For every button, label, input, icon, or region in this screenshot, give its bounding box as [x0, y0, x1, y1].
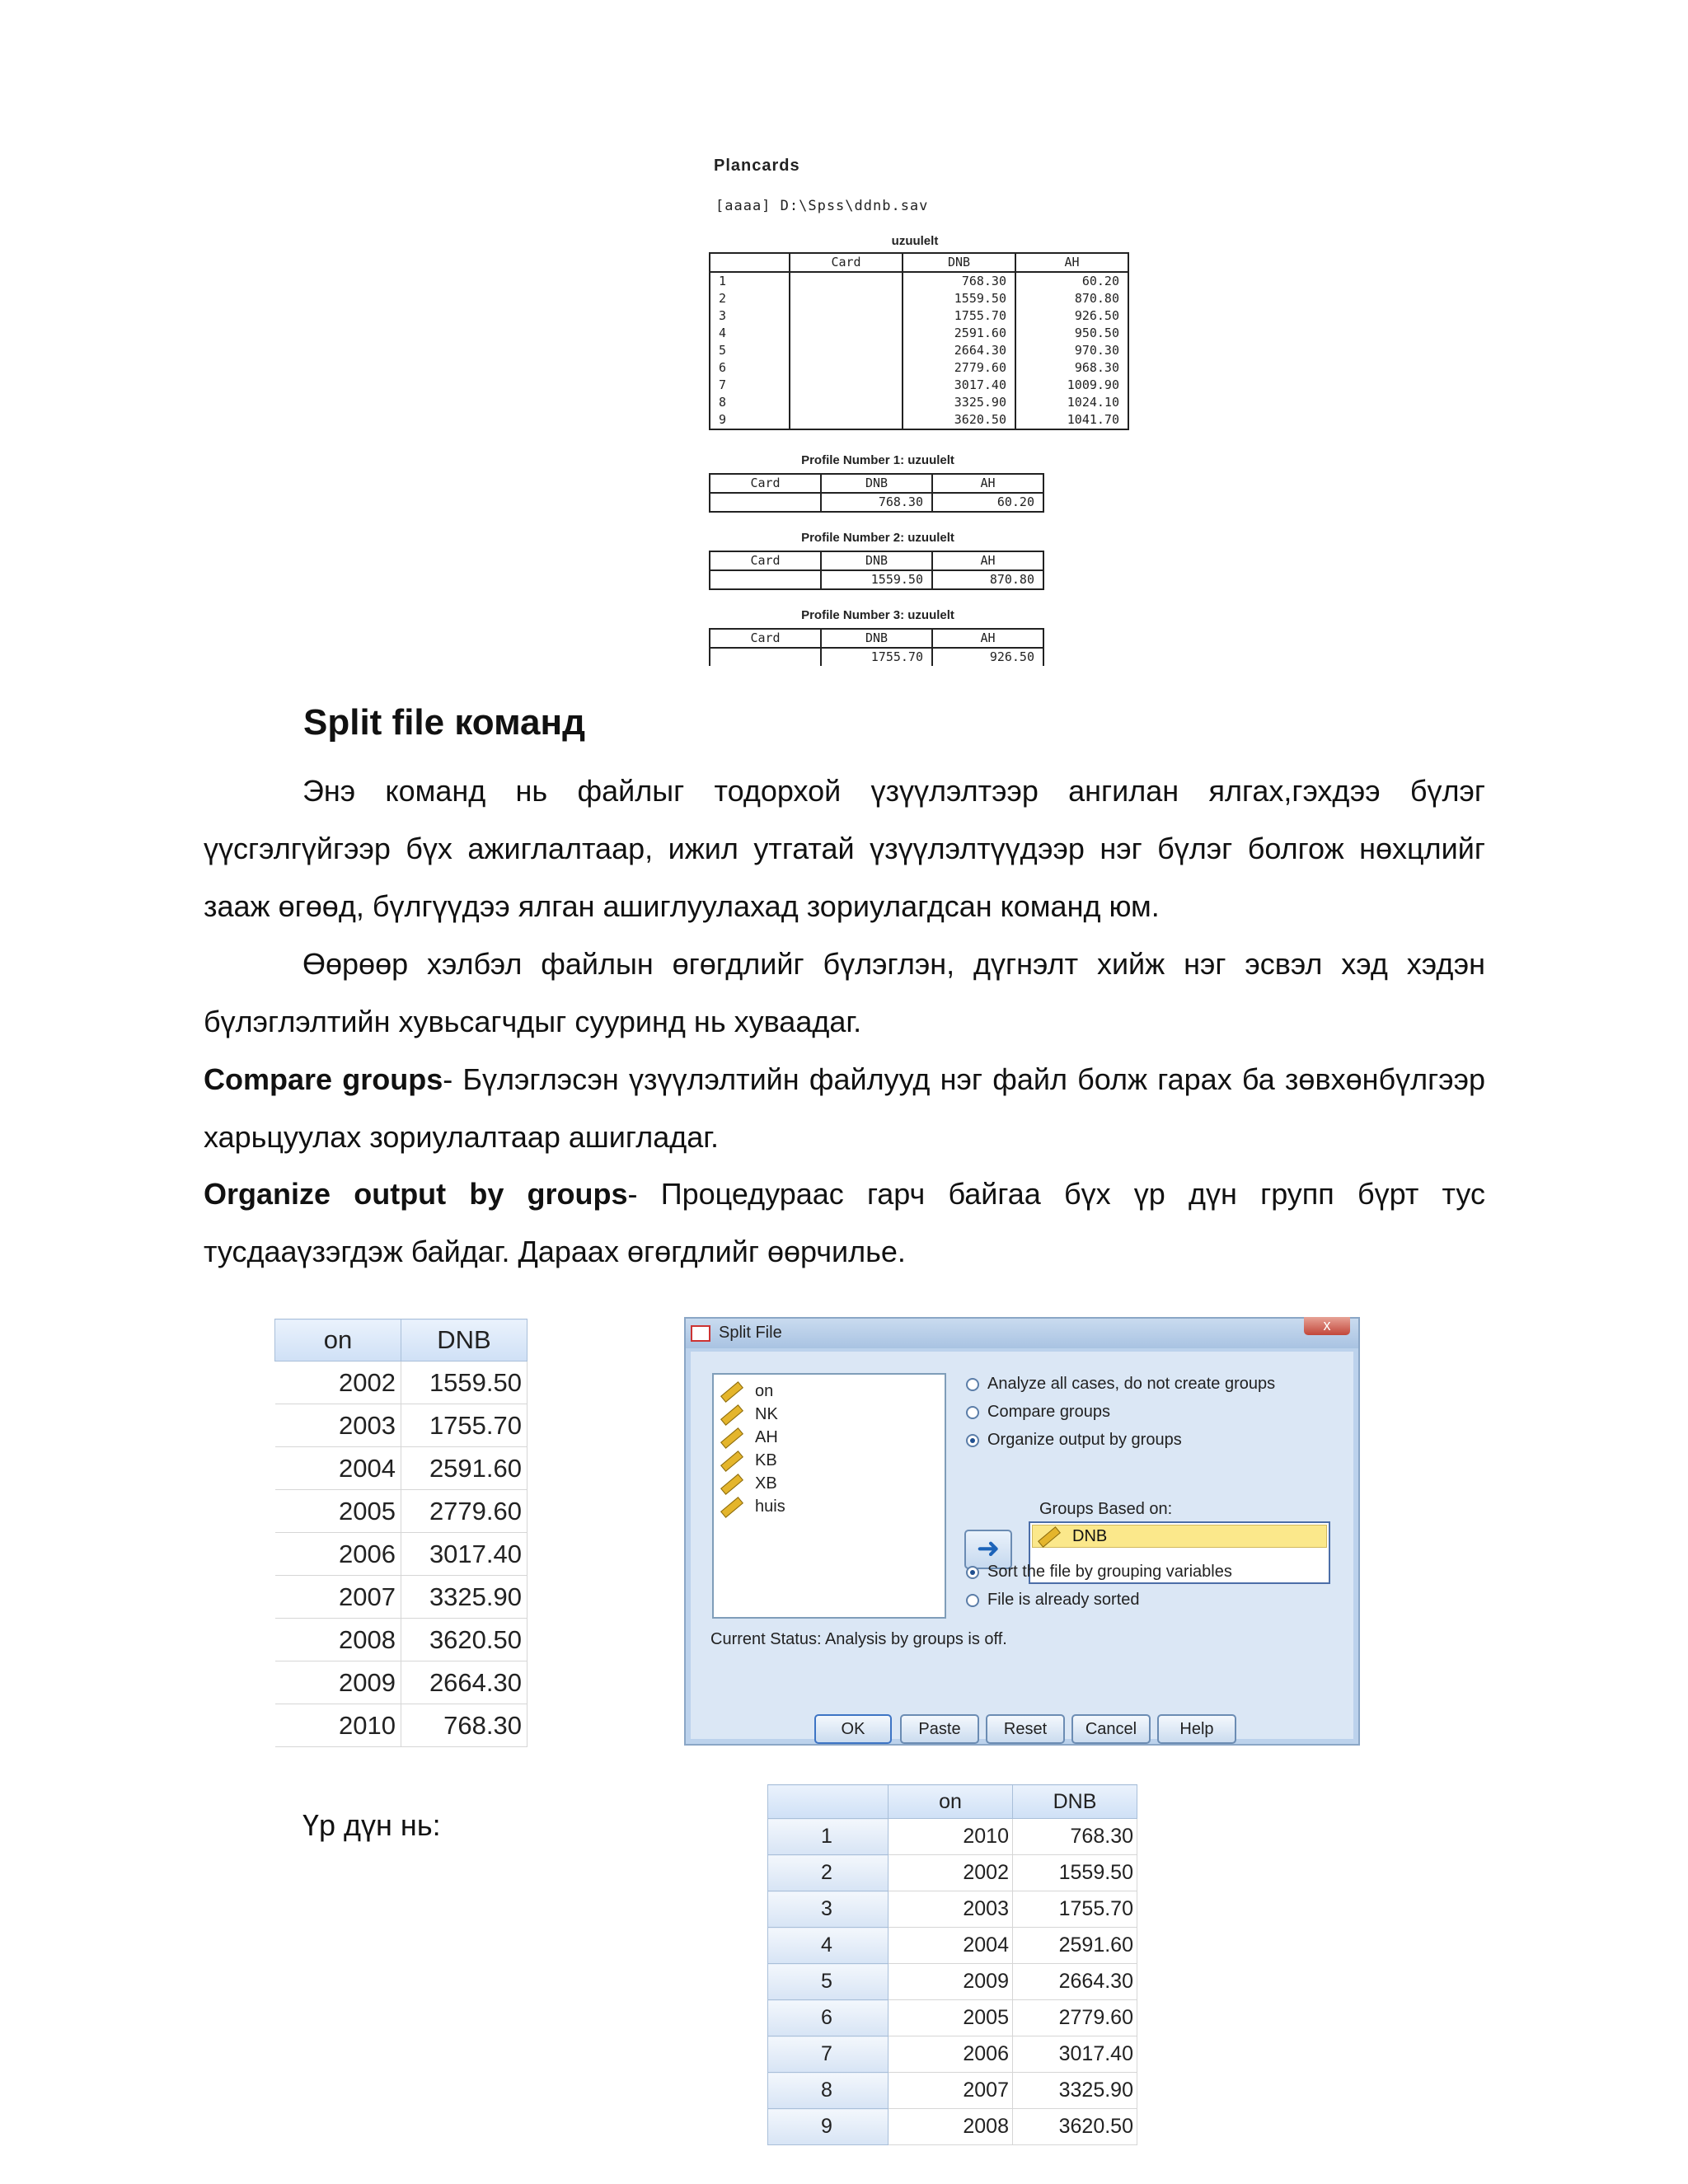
card-cell [790, 359, 903, 377]
table-row [768, 1964, 1137, 2000]
dnb-cell[interactable]: 2779.60 [1013, 2000, 1137, 2036]
paragraph-compare-groups [204, 1051, 1485, 1166]
dnb-cell: 2779.60 [903, 359, 1015, 377]
variable-label: XB [755, 1474, 777, 1493]
on-cell[interactable]: 2002 [889, 1855, 1013, 1891]
row-index: 2 [710, 290, 790, 307]
group-variable-item[interactable] [1032, 1525, 1327, 1548]
result-label: Үр дүн нь: [302, 1808, 441, 1842]
move-variable-button[interactable]: ➜ [964, 1530, 1012, 1569]
dnb-cell: 3325.90 [903, 394, 1015, 411]
radio-label: File is already sorted [987, 1591, 1140, 1609]
row-index: 7 [710, 377, 790, 394]
ah-cell: 870.80 [1015, 290, 1128, 307]
column-header: DNB [821, 474, 932, 493]
card-cell [790, 342, 903, 359]
column-header: Card [710, 474, 821, 493]
table-row [275, 1490, 528, 1533]
column-header: DNB [903, 253, 1015, 272]
row-number[interactable]: 9 [768, 2109, 889, 2145]
on-cell[interactable]: 2006 [889, 2036, 1013, 2073]
variable-label: on [755, 1382, 774, 1400]
row-index: 5 [710, 342, 790, 359]
on-cell[interactable]: 2006 [275, 1533, 401, 1576]
on-cell[interactable]: 2003 [275, 1404, 401, 1447]
dnb-cell[interactable]: 2779.60 [401, 1490, 528, 1533]
table-row [710, 290, 1128, 307]
reset-button[interactable]: Reset [986, 1714, 1065, 1744]
table-row [275, 1447, 528, 1490]
table-row [710, 359, 1128, 377]
on-cell[interactable]: 2003 [889, 1891, 1013, 1928]
table-row [768, 2000, 1137, 2036]
variable-item[interactable] [720, 1495, 945, 1518]
dnb-cell: 1755.70 [821, 648, 932, 666]
row-index: 4 [710, 325, 790, 342]
dnb-cell[interactable]: 2664.30 [401, 1661, 528, 1704]
ah-cell: 60.20 [1015, 272, 1128, 290]
radio-label: Analyze all cases, do not create groups [987, 1375, 1276, 1393]
scale-variable-icon [720, 1451, 743, 1472]
row-index: 1 [710, 272, 790, 290]
dialog-body [691, 1352, 1353, 1739]
split-file-icon [691, 1325, 710, 1342]
dnb-cell[interactable]: 1755.70 [401, 1404, 528, 1447]
term-compare-groups: Compare groups [204, 1062, 443, 1096]
on-cell[interactable]: 2010 [889, 1819, 1013, 1855]
row-index: 6 [710, 359, 790, 377]
radio-button-icon [966, 1406, 979, 1419]
dnb-cell: 3017.40 [903, 377, 1015, 394]
card-cell [710, 648, 821, 666]
column-header: AH [932, 474, 1043, 493]
row-header-corner [768, 1785, 889, 1819]
dnb-cell[interactable]: 3017.40 [401, 1533, 528, 1576]
table-row [710, 493, 1043, 512]
profile-table [709, 473, 1044, 513]
dnb-cell[interactable]: 3620.50 [1013, 2109, 1137, 2145]
row-number[interactable]: 4 [768, 1928, 889, 1964]
column-header: AH [932, 629, 1043, 648]
on-cell[interactable]: 2009 [889, 1964, 1013, 2000]
row-index: 8 [710, 394, 790, 411]
on-cell[interactable]: 2007 [889, 2073, 1013, 2109]
paragraph-text: Энэ команд нь файлыг тодорхой үзүүлэлтээр ангилан ялгах,гэхдээ бүлэг үүсгэлгүйгээр бүх ажиглалтаар, ижил утгатай үзүүлэлтүүдээр нэг бүлэг болгож нөхцлийг зааж өгөөд, бүлгүүдээ ялган ашиглуулахад зориулагдсан команд юм. [204, 774, 1485, 923]
dnb-cell[interactable]: 1559.50 [1013, 1855, 1137, 1891]
radio-button-icon [966, 1594, 979, 1607]
table-row [768, 1891, 1137, 1928]
row-number[interactable]: 2 [768, 1855, 889, 1891]
table-row [710, 325, 1128, 342]
column-header-dnb[interactable]: DNB [1013, 1785, 1137, 1819]
paste-button[interactable]: Paste [900, 1714, 979, 1744]
variable-item[interactable] [720, 1403, 945, 1426]
split-file-dialog [684, 1317, 1360, 1746]
card-cell [790, 325, 903, 342]
column-header: DNB [821, 551, 932, 570]
table-row [710, 648, 1043, 666]
scale-variable-icon [720, 1474, 743, 1495]
ah-cell: 1009.90 [1015, 377, 1128, 394]
dialog-title: Split File [719, 1324, 782, 1342]
dnb-cell: 3620.50 [903, 411, 1015, 429]
on-cell[interactable]: 2008 [889, 2109, 1013, 2145]
table-row [275, 1619, 528, 1661]
term-organize-output: Organize output by groups [204, 1177, 628, 1211]
table-row [710, 377, 1128, 394]
profile-caption: Profile Number 2: uzuulelt [801, 531, 954, 545]
table-row [768, 1855, 1137, 1891]
column-header: Card [710, 551, 821, 570]
card-cell [710, 493, 821, 512]
dnb-cell[interactable]: 3017.40 [1013, 2036, 1137, 2073]
section-heading: Split file команд [303, 702, 586, 743]
scale-variable-icon [720, 1381, 743, 1403]
radio-analyze-all[interactable] [966, 1375, 1275, 1394]
on-cell[interactable]: 2004 [889, 1928, 1013, 1964]
radio-compare-groups[interactable] [966, 1403, 1110, 1422]
ah-cell: 968.30 [1015, 359, 1128, 377]
variable-item[interactable] [720, 1472, 945, 1495]
card-cell [790, 394, 903, 411]
card-cell [790, 377, 903, 394]
paragraph-organize-output [204, 1165, 1485, 1281]
ah-cell: 926.50 [1015, 307, 1128, 325]
radio-label: Compare groups [987, 1403, 1110, 1421]
column-header-on[interactable]: on [889, 1785, 1013, 1819]
radio-organize-output[interactable] [966, 1431, 1182, 1450]
close-button[interactable]: x [1304, 1317, 1350, 1335]
column-header: Card [790, 253, 903, 272]
table-row [275, 1404, 528, 1447]
on-cell[interactable]: 2004 [275, 1447, 401, 1490]
dnb-cell[interactable]: 2664.30 [1013, 1964, 1137, 2000]
table-row [710, 272, 1128, 290]
card-cell [790, 272, 903, 290]
profile-caption: Profile Number 3: uzuulelt [801, 608, 954, 622]
column-header-on[interactable]: on [275, 1319, 401, 1361]
variable-label: NK [755, 1405, 778, 1423]
radio-button-selected-icon [966, 1566, 979, 1579]
paragraph-text: - Процедураас гарч байгаа бүх үр дүн групп бүрт тус тусдааүзэгдэж байдаг. Дараах өгөгдлийг өөрчилье. [204, 1177, 1486, 1268]
dnb-cell[interactable]: 2591.60 [401, 1447, 528, 1490]
paragraph-1 [204, 762, 1485, 935]
table-row [710, 570, 1043, 589]
plancards-path: [aaaa] D:\Spss\ddnb.sav [715, 198, 929, 214]
ah-cell: 970.30 [1015, 342, 1128, 359]
table-row [275, 1576, 528, 1619]
dnb-cell[interactable]: 3620.50 [401, 1619, 528, 1661]
table-row [710, 394, 1128, 411]
row-index: 9 [710, 411, 790, 429]
current-status: Current Status: Analysis by groups is off. [710, 1630, 1007, 1648]
variable-item[interactable] [720, 1449, 945, 1472]
row-number[interactable]: 3 [768, 1891, 889, 1928]
dnb-cell[interactable]: 768.30 [401, 1704, 528, 1747]
variable-item[interactable] [720, 1426, 945, 1449]
dnb-cell: 1559.50 [821, 570, 932, 589]
scale-variable-icon [720, 1497, 743, 1518]
variable-label: KB [755, 1451, 777, 1469]
ah-cell: 950.50 [1015, 325, 1128, 342]
on-cell[interactable]: 2002 [275, 1361, 401, 1404]
row-number[interactable]: 1 [768, 1819, 889, 1855]
on-cell[interactable]: 2008 [275, 1619, 401, 1661]
ah-cell: 1024.10 [1015, 394, 1128, 411]
table-row [710, 307, 1128, 325]
table-row [768, 2109, 1137, 2145]
row-number[interactable]: 5 [768, 1964, 889, 2000]
dnb-cell[interactable]: 768.30 [1013, 1819, 1137, 1855]
grid-header-row [768, 1785, 1137, 1819]
row-number[interactable]: 8 [768, 2073, 889, 2109]
cancel-button[interactable]: Cancel [1071, 1714, 1151, 1744]
scale-variable-icon [1038, 1526, 1061, 1548]
dnb-cell: 768.30 [903, 272, 1015, 290]
ok-button[interactable]: OK [814, 1714, 892, 1744]
card-cell [710, 570, 821, 589]
dnb-cell[interactable]: 3325.90 [1013, 2073, 1137, 2109]
variable-list[interactable] [712, 1373, 946, 1619]
column-header: DNB [821, 629, 932, 648]
table-row [768, 2073, 1137, 2109]
dnb-cell[interactable]: 3325.90 [401, 1576, 528, 1619]
profile-table [709, 628, 1044, 666]
variable-item[interactable] [720, 1380, 945, 1403]
table-row [710, 411, 1128, 429]
paragraph-text: - Бүлэглэсэн үзүүлэлтийн файлууд нэг файл болж гарах ба зөвхөнбүлгээр харьцуулах зориулалтаар ашигладаг. [204, 1062, 1485, 1154]
radio-label: Organize output by groups [987, 1431, 1182, 1449]
ah-cell: 926.50 [932, 648, 1043, 666]
data-grid-original [274, 1319, 528, 1747]
variable-label: AH [755, 1428, 778, 1446]
variable-label: huis [755, 1497, 785, 1516]
dnb-cell: 2664.30 [903, 342, 1015, 359]
plancards-table [709, 252, 1129, 430]
dnb-cell: 2591.60 [903, 325, 1015, 342]
table-row [768, 2036, 1137, 2073]
dnb-cell[interactable]: 1755.70 [1013, 1891, 1137, 1928]
card-cell [790, 290, 903, 307]
dnb-cell: 1755.70 [903, 307, 1015, 325]
on-cell[interactable]: 2007 [275, 1576, 401, 1619]
profile-table [709, 551, 1044, 590]
column-header: AH [1015, 253, 1128, 272]
on-cell[interactable]: 2005 [275, 1490, 401, 1533]
data-grid-result [767, 1784, 1137, 2145]
table-row [275, 1661, 528, 1704]
column-header [710, 253, 790, 272]
help-button[interactable]: Help [1157, 1714, 1236, 1744]
on-cell[interactable]: 2009 [275, 1661, 401, 1704]
grid-header-row [275, 1319, 528, 1361]
groups-based-on-label: Groups Based on: [1039, 1500, 1173, 1518]
radio-label: Sort the file by grouping variables [987, 1563, 1232, 1581]
row-index: 3 [710, 307, 790, 325]
dialog-titlebar[interactable] [686, 1319, 1358, 1348]
paragraph-2 [204, 935, 1485, 1051]
scale-variable-icon [720, 1404, 743, 1426]
on-cell[interactable]: 2010 [275, 1704, 401, 1747]
table-header-row [710, 253, 1128, 272]
ah-cell: 60.20 [932, 493, 1043, 512]
table-row [710, 342, 1128, 359]
plancards-title: Plancards [714, 157, 800, 175]
paragraph-text: Өөрөөр хэлбэл файлын өгөгдлийг бүлэглэн, дүгнэлт хийж нэг эсвэл хэд хэдэн бүлэглэлтийн хувьсагчдыг сууринд нь хуваадаг. [204, 947, 1485, 1038]
scale-variable-icon [720, 1427, 743, 1449]
on-cell[interactable]: 2005 [889, 2000, 1013, 2036]
plancards-caption: uzuulelt [891, 234, 939, 248]
dnb-cell: 768.30 [821, 493, 932, 512]
dnb-cell[interactable]: 1559.50 [401, 1361, 528, 1404]
radio-sort-file[interactable] [966, 1563, 1232, 1582]
radio-already-sorted[interactable] [966, 1591, 1140, 1610]
card-cell [790, 411, 903, 429]
column-header: AH [932, 551, 1043, 570]
table-row [275, 1533, 528, 1576]
card-cell [790, 307, 903, 325]
ah-cell: 870.80 [932, 570, 1043, 589]
table-row [275, 1704, 528, 1747]
dnb-cell[interactable]: 2591.60 [1013, 1928, 1137, 1964]
dnb-cell: 1559.50 [903, 290, 1015, 307]
radio-button-selected-icon [966, 1434, 979, 1447]
row-number[interactable]: 6 [768, 2000, 889, 2036]
variable-label: DNB [1072, 1527, 1108, 1545]
column-header-dnb[interactable]: DNB [401, 1319, 528, 1361]
table-row [768, 1819, 1137, 1855]
table-row [768, 1928, 1137, 1964]
profile-caption: Profile Number 1: uzuulelt [801, 453, 954, 467]
radio-button-icon [966, 1378, 979, 1391]
column-header: Card [710, 629, 821, 648]
table-row [275, 1361, 528, 1404]
ah-cell: 1041.70 [1015, 411, 1128, 429]
row-number[interactable]: 7 [768, 2036, 889, 2073]
